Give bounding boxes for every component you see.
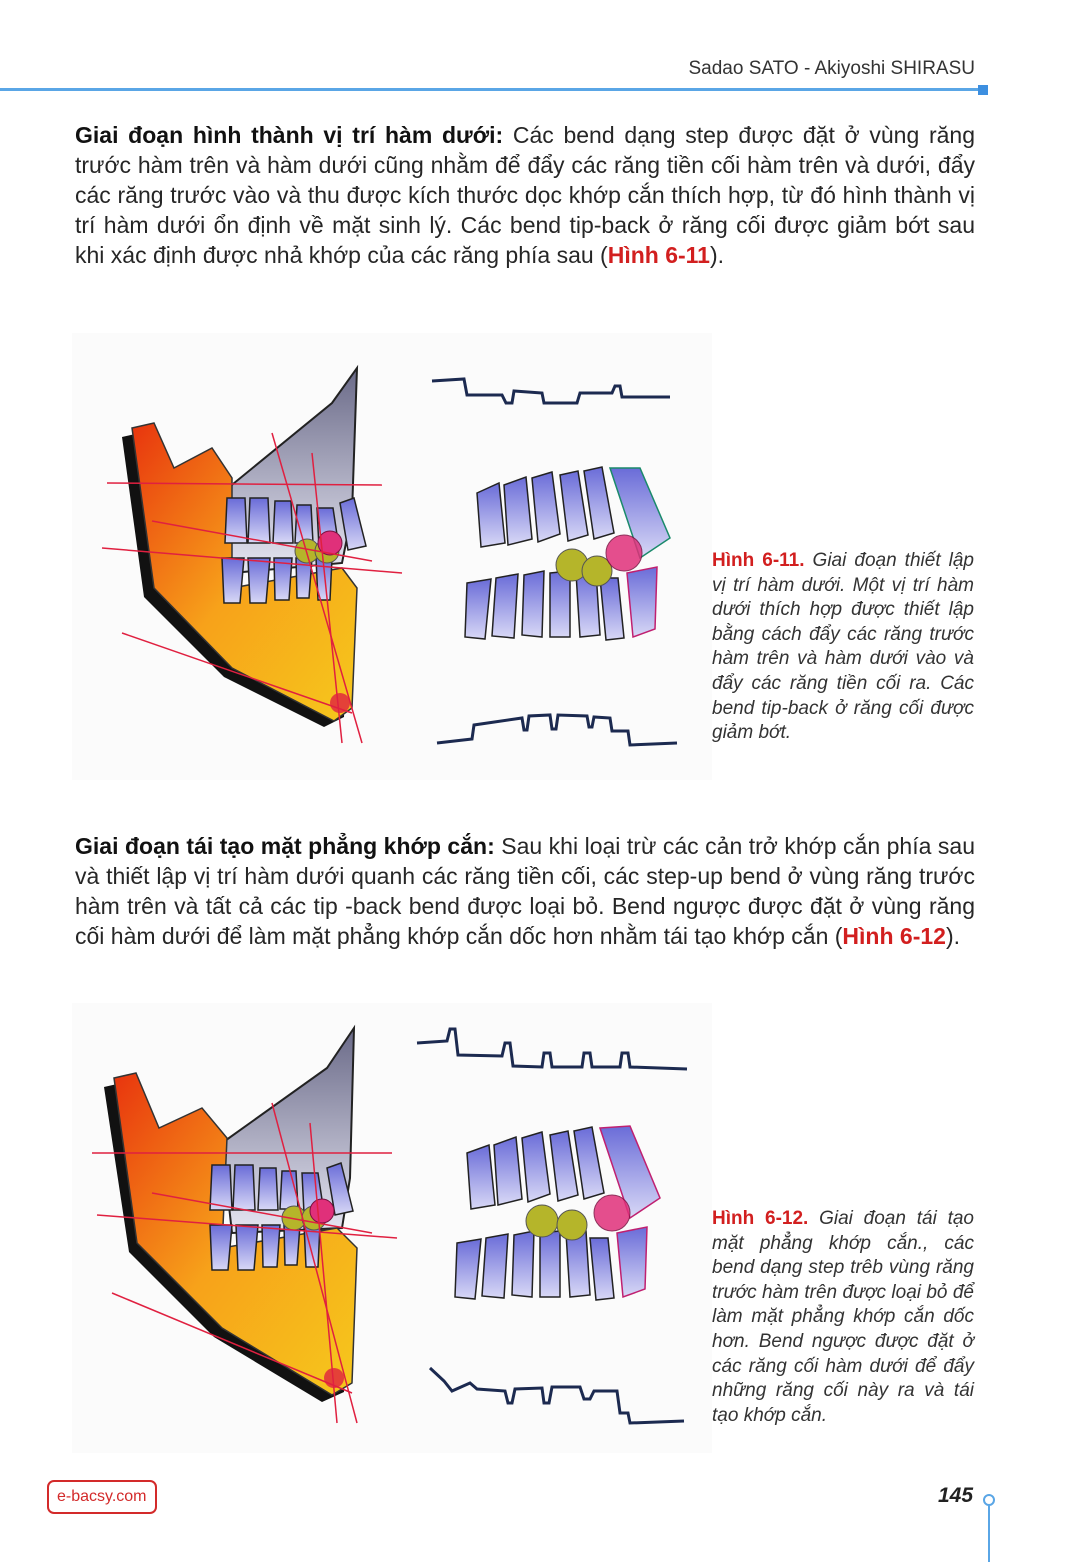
- header-author: Sadao SATO - Akiyoshi SHIRASU: [688, 58, 975, 79]
- paragraph-tail: ).: [709, 242, 725, 268]
- caption-label: Hình 6-11.: [712, 550, 805, 571]
- caption-text: Giai đoạn thiết lập vị trí hàm dưới. Một vị trí hàm dưới thích hợp được thiết lập bằng cách đẩy các răng trước hàm trên và hàm dưới vào và đẩy các răng tiền cối ra. Các bend tip-back ở răng cối được giảm bớt.: [712, 550, 974, 744]
- header-rule-end: [978, 85, 988, 95]
- paragraph-tail: ).: [945, 923, 961, 949]
- paragraph-lead: Giai đoạn hình thành vị trí hàm dưới:: [75, 122, 504, 148]
- figure-6-12-caption: [712, 1207, 974, 1428]
- caption-label: Hình 6-12.: [712, 1208, 809, 1229]
- paragraph-lead: Giai đoạn tái tạo mặt phẳng khớp cắn:: [75, 833, 495, 859]
- page-marker-rule: [988, 1504, 990, 1562]
- figure-6-11-caption: [712, 549, 974, 746]
- site-badge[interactable]: e-bacsy.com: [47, 1480, 157, 1514]
- page-number: 145: [938, 1484, 974, 1507]
- figure-reference-link[interactable]: Hình 6-12: [842, 923, 946, 949]
- figure-6-11-illustration: [72, 333, 712, 780]
- figure-reference-link[interactable]: Hình 6-11: [607, 242, 710, 268]
- paragraph-mandible-positioning: [75, 120, 975, 270]
- paragraph-text: Sau khi loại trừ các cản trở khớp cắn phía sau và thiết lập vị trí hàm dưới quanh các răng tiền cối, các step-up bend ở vùng răng trước hàm trên và tất cả các tip -back bend được loại bỏ. Bend ngược được đặt ở vùng răng cối hàm dưới để làm mặt phẳng khớp cắn dốc hơn nhằm tái tạo khớp cắn (: [75, 833, 976, 949]
- paragraph-occlusal-plane: [75, 831, 975, 951]
- caption-text: Giai đoạn tái tạo mặt phẳng khớp cắn., các bend dạng step trêb vùng răng trước hàm trên được loại bỏ để làm mặt phẳng khớp cắn dốc hơn. Bend ngược được đặt ở các răng cối hàm dưới để đẩy những răng cối này ra và tái tạo khớp cắn.: [712, 1208, 974, 1426]
- header-rule: [0, 88, 982, 91]
- figure-6-12-illustration: [72, 1003, 712, 1453]
- paragraph-text: Các bend dạng step được đặt ở vùng răng trước hàm trên và hàm dưới cũng nhằm để đẩy các răng tiền cối hàm trên và dưới, đẩy các răng trước vào và thu được kích thước dọc khớp cắn thích hợp, từ đó hình thành vị trí hàm dưới ổn định về mặt sinh lý. Các bend tip-back ở răng cối được giảm bớt sau khi xác định được nhả khớp của các răng phía sau (: [75, 122, 975, 268]
